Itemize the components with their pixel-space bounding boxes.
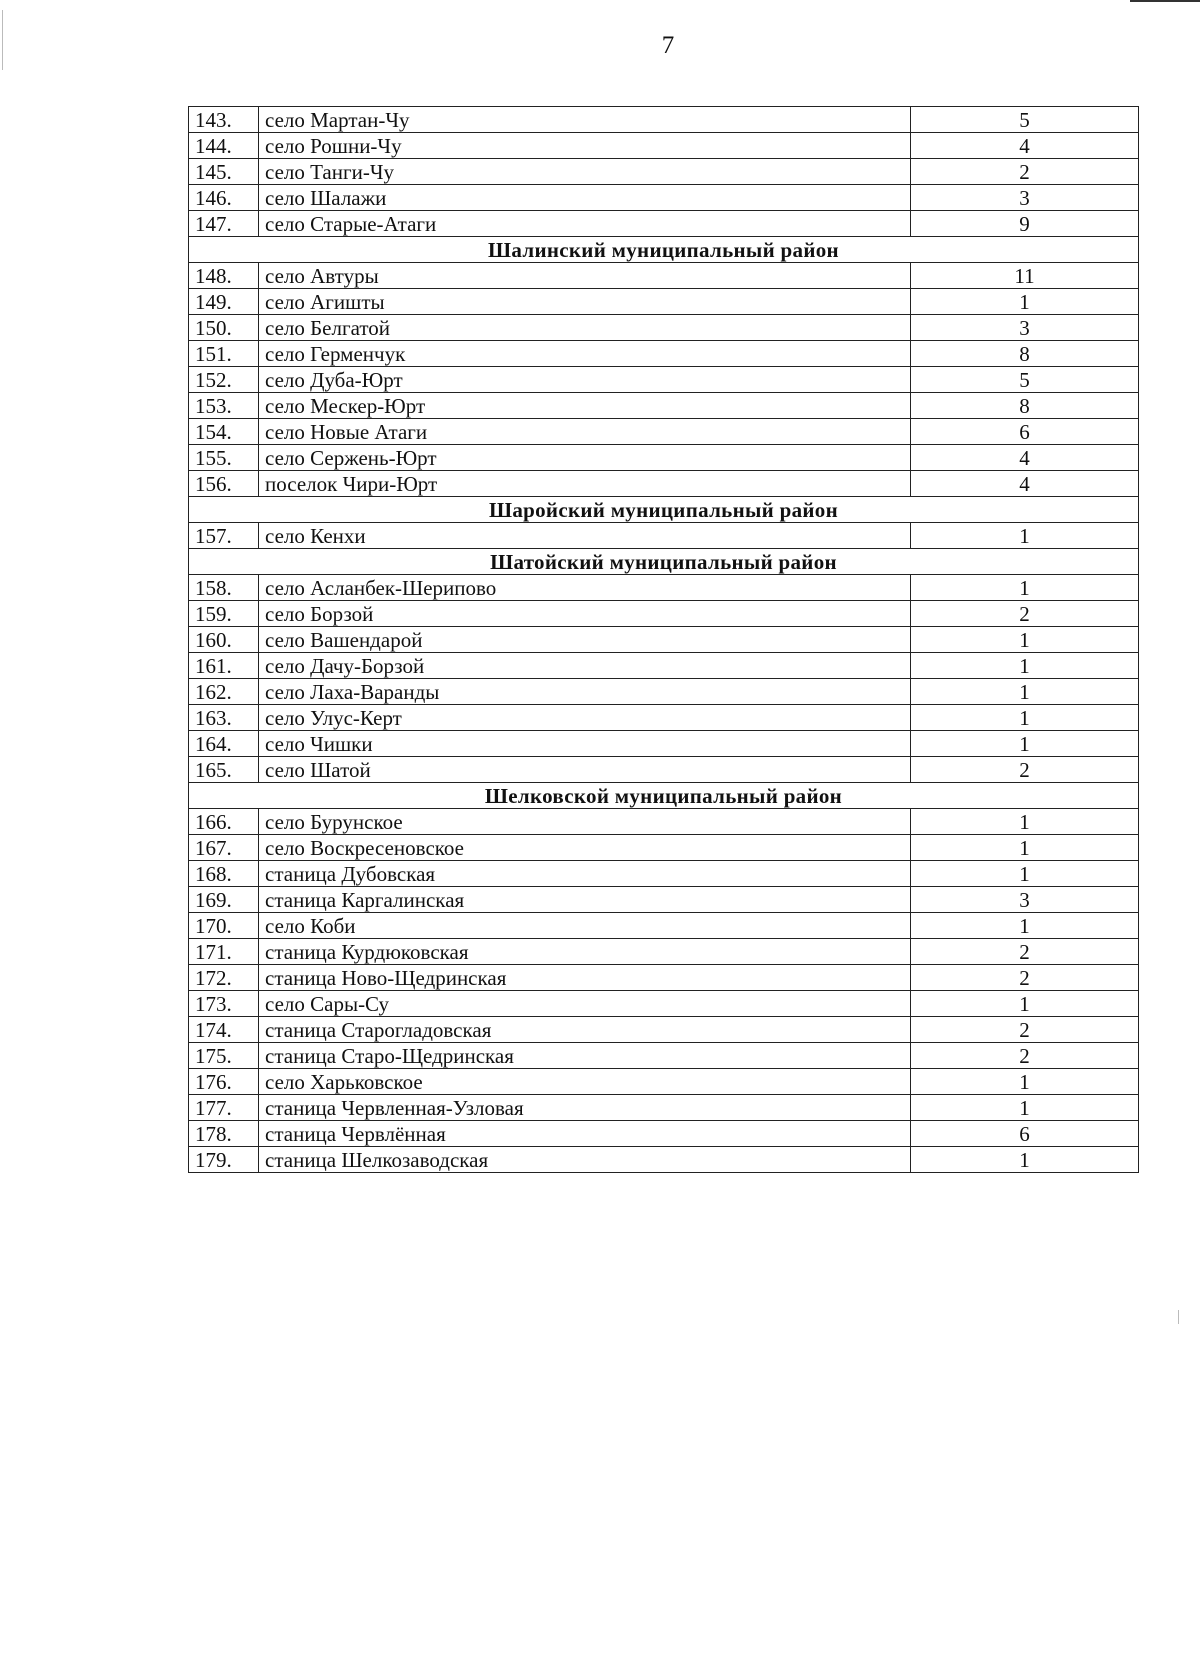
count-value: 1: [911, 1069, 1139, 1095]
count-value: 1: [911, 1095, 1139, 1121]
count-value: 1: [911, 861, 1139, 887]
table-row: [189, 1121, 1139, 1147]
row-number: 167.: [189, 835, 259, 861]
settlement-name: станица Курдюковская: [259, 939, 911, 965]
count-value: 5: [911, 367, 1139, 393]
settlement-name: село Воскресеновское: [259, 835, 911, 861]
table-row: [189, 1147, 1139, 1173]
settlement-name: село Новые Атаги: [259, 419, 911, 445]
row-number: 145.: [189, 159, 259, 185]
settlement-name: село Автуры: [259, 263, 911, 289]
count-value: 2: [911, 1017, 1139, 1043]
count-value: 1: [911, 705, 1139, 731]
settlement-name: поселок Чири-Юрт: [259, 471, 911, 497]
row-number: 159.: [189, 601, 259, 627]
count-value: 1: [911, 679, 1139, 705]
row-number: 162.: [189, 679, 259, 705]
count-value: 2: [911, 939, 1139, 965]
table-row: [189, 159, 1139, 185]
settlement-name: село Герменчук: [259, 341, 911, 367]
row-number: 146.: [189, 185, 259, 211]
settlement-name: село Харьковское: [259, 1069, 911, 1095]
count-value: 2: [911, 159, 1139, 185]
row-number: 144.: [189, 133, 259, 159]
table-row: [189, 913, 1139, 939]
table-row: [189, 835, 1139, 861]
row-number: 151.: [189, 341, 259, 367]
district-title: Шалинский муниципальный район: [189, 237, 1139, 263]
settlement-name: село Мартан-Чу: [259, 107, 911, 133]
row-number: 170.: [189, 913, 259, 939]
settlement-name: село Танги-Чу: [259, 159, 911, 185]
table-row: [189, 471, 1139, 497]
count-value: 3: [911, 315, 1139, 341]
table-row: [189, 263, 1139, 289]
row-number: 173.: [189, 991, 259, 1017]
count-value: 2: [911, 601, 1139, 627]
settlement-name: село Борзой: [259, 601, 911, 627]
row-number: 166.: [189, 809, 259, 835]
district-title: Шелковской муниципальный район: [189, 783, 1139, 809]
table-row: [189, 861, 1139, 887]
count-value: 1: [911, 627, 1139, 653]
row-number: 152.: [189, 367, 259, 393]
scan-margin-mark: [1178, 1310, 1179, 1324]
count-value: 3: [911, 887, 1139, 913]
table-row: [189, 965, 1139, 991]
scan-edge-rule: [1130, 0, 1200, 2]
table-row: [189, 939, 1139, 965]
settlement-name: село Рошни-Чу: [259, 133, 911, 159]
row-number: 158.: [189, 575, 259, 601]
row-number: 174.: [189, 1017, 259, 1043]
district-header-row: [189, 497, 1139, 523]
table-row: [189, 679, 1139, 705]
settlement-name: село Белгатой: [259, 315, 911, 341]
count-value: 5: [911, 107, 1139, 133]
district-title: Шатойский муниципальный район: [189, 549, 1139, 575]
district-header-row: [189, 549, 1139, 575]
settlement-name: село Дачу-Борзой: [259, 653, 911, 679]
table-row: [189, 133, 1139, 159]
settlement-name: село Дуба-Юрт: [259, 367, 911, 393]
settlement-name: село Сержень-Юрт: [259, 445, 911, 471]
table-row: [189, 445, 1139, 471]
count-value: 4: [911, 133, 1139, 159]
settlement-name: станица Дубовская: [259, 861, 911, 887]
table-row: [189, 289, 1139, 315]
row-number: 147.: [189, 211, 259, 237]
count-value: 2: [911, 1043, 1139, 1069]
settlement-name: станица Червленная-Узловая: [259, 1095, 911, 1121]
settlement-name: село Лаха-Варанды: [259, 679, 911, 705]
settlement-name: село Вашендарой: [259, 627, 911, 653]
table-row: [189, 601, 1139, 627]
settlement-name: станица Шелкозаводская: [259, 1147, 911, 1173]
table-row: [189, 367, 1139, 393]
settlement-name: село Агишты: [259, 289, 911, 315]
table-row: [189, 887, 1139, 913]
table-row: [189, 523, 1139, 549]
table-row: [189, 315, 1139, 341]
table-row: [189, 107, 1139, 133]
settlement-name: село Бурунское: [259, 809, 911, 835]
count-value: 9: [911, 211, 1139, 237]
row-number: 161.: [189, 653, 259, 679]
row-number: 143.: [189, 107, 259, 133]
district-header-row: [189, 237, 1139, 263]
table-row: [189, 705, 1139, 731]
count-value: 8: [911, 341, 1139, 367]
table-row: [189, 627, 1139, 653]
settlements-table: [188, 106, 1139, 1173]
count-value: 2: [911, 757, 1139, 783]
settlement-name: село Старые-Атаги: [259, 211, 911, 237]
settlement-name: село Сары-Су: [259, 991, 911, 1017]
row-number: 169.: [189, 887, 259, 913]
page-number: 7: [661, 32, 675, 59]
row-number: 163.: [189, 705, 259, 731]
district-title: Шаройский муниципальный район: [189, 497, 1139, 523]
table-row: [189, 1069, 1139, 1095]
table-row: [189, 1017, 1139, 1043]
settlement-name: село Шатой: [259, 757, 911, 783]
count-value: 1: [911, 1147, 1139, 1173]
count-value: 4: [911, 471, 1139, 497]
row-number: 176.: [189, 1069, 259, 1095]
row-number: 172.: [189, 965, 259, 991]
settlement-name: станица Ново-Щедринская: [259, 965, 911, 991]
count-value: 6: [911, 419, 1139, 445]
settlement-name: станица Старо-Щедринская: [259, 1043, 911, 1069]
row-number: 171.: [189, 939, 259, 965]
count-value: 1: [911, 913, 1139, 939]
settlement-name: станица Старогладовская: [259, 1017, 911, 1043]
row-number: 168.: [189, 861, 259, 887]
table-row: [189, 731, 1139, 757]
table-row: [189, 393, 1139, 419]
row-number: 148.: [189, 263, 259, 289]
count-value: 2: [911, 965, 1139, 991]
count-value: 1: [911, 991, 1139, 1017]
count-value: 1: [911, 809, 1139, 835]
row-number: 165.: [189, 757, 259, 783]
table-row: [189, 653, 1139, 679]
table-body: [189, 107, 1139, 1173]
table-row: [189, 1043, 1139, 1069]
table-row: [189, 757, 1139, 783]
row-number: 179.: [189, 1147, 259, 1173]
district-header-row: [189, 783, 1139, 809]
settlement-name: село Чишки: [259, 731, 911, 757]
count-value: 6: [911, 1121, 1139, 1147]
row-number: 157.: [189, 523, 259, 549]
table-row: [189, 575, 1139, 601]
count-value: 8: [911, 393, 1139, 419]
row-number: 155.: [189, 445, 259, 471]
table-row: [189, 1095, 1139, 1121]
count-value: 1: [911, 731, 1139, 757]
count-value: 1: [911, 835, 1139, 861]
count-value: 4: [911, 445, 1139, 471]
count-value: 11: [911, 263, 1139, 289]
settlement-name: станица Червлённая: [259, 1121, 911, 1147]
table-row: [189, 211, 1139, 237]
count-value: 1: [911, 575, 1139, 601]
count-value: 1: [911, 289, 1139, 315]
table-row: [189, 991, 1139, 1017]
settlement-name: село Улус-Керт: [259, 705, 911, 731]
count-value: 1: [911, 523, 1139, 549]
count-value: 1: [911, 653, 1139, 679]
table-row: [189, 809, 1139, 835]
count-value: 3: [911, 185, 1139, 211]
settlement-name: село Шалажи: [259, 185, 911, 211]
row-number: 177.: [189, 1095, 259, 1121]
row-number: 149.: [189, 289, 259, 315]
settlement-name: село Мескер-Юрт: [259, 393, 911, 419]
settlement-name: село Коби: [259, 913, 911, 939]
table-row: [189, 419, 1139, 445]
row-number: 153.: [189, 393, 259, 419]
row-number: 164.: [189, 731, 259, 757]
row-number: 150.: [189, 315, 259, 341]
row-number: 156.: [189, 471, 259, 497]
settlement-name: село Асланбек-Шерипово: [259, 575, 911, 601]
settlement-name: станица Каргалинская: [259, 887, 911, 913]
settlement-name: село Кенхи: [259, 523, 911, 549]
row-number: 160.: [189, 627, 259, 653]
row-number: 154.: [189, 419, 259, 445]
table-row: [189, 185, 1139, 211]
row-number: 175.: [189, 1043, 259, 1069]
table-row: [189, 341, 1139, 367]
row-number: 178.: [189, 1121, 259, 1147]
